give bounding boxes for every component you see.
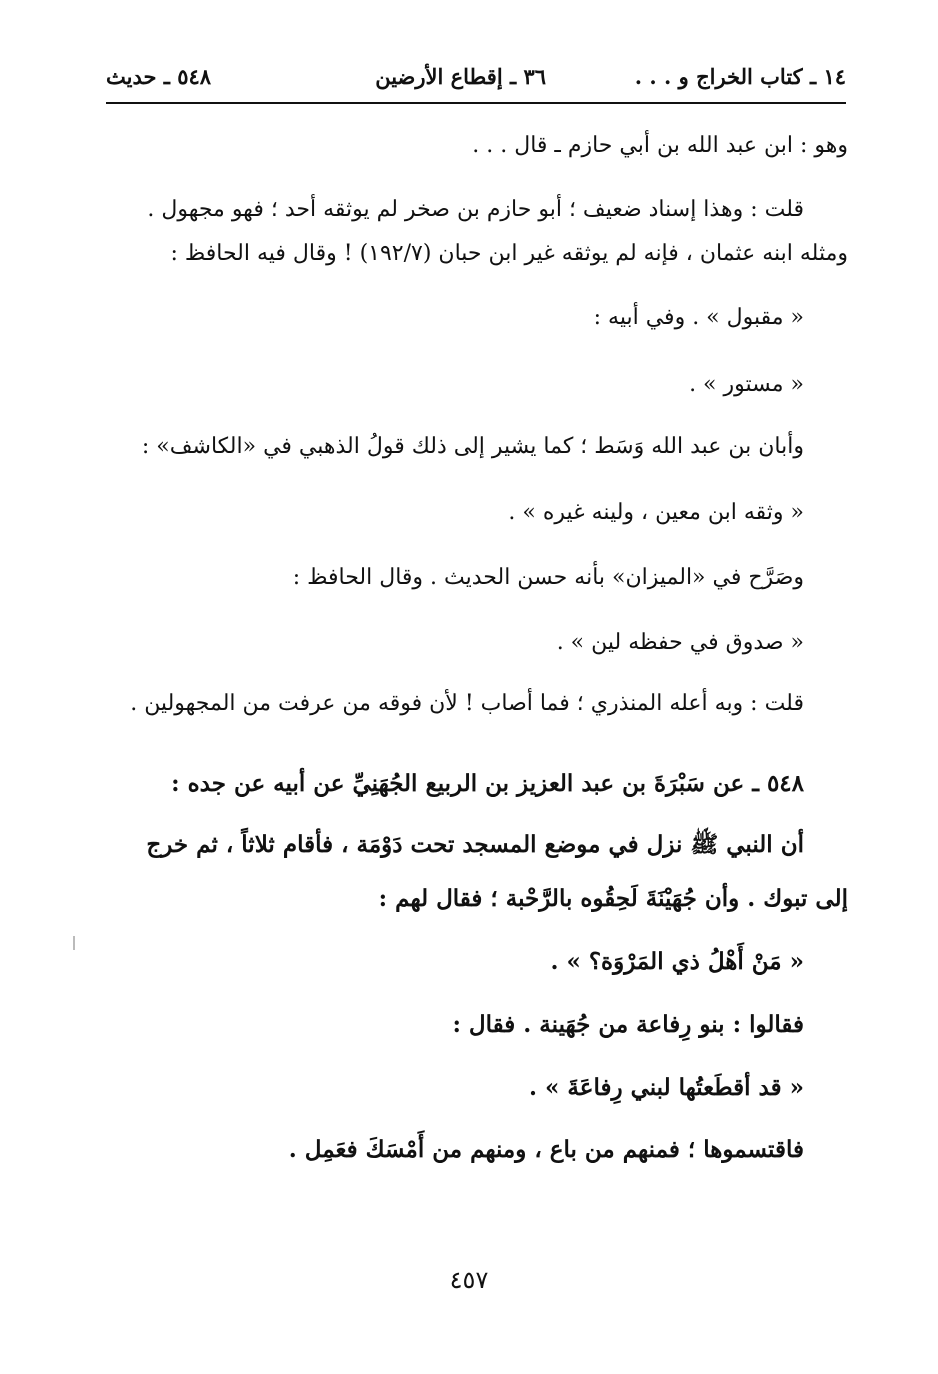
header-rule [106,102,846,104]
scan-speck [73,936,75,950]
hadith-text-line: إلى تبوك . وأن جُهَيْنَةَ لَحِقُوه بالرَّحْبة ؛ فقال لهم : [378,885,848,912]
commentary-line: وأبان بن عبد الله وَسَط ؛ كما يشير إلى ذلك قولُ الذهبي في «الكاشف» : [141,434,804,459]
hadith-text-line: فقالوا : بنو رِفاعة من جُهَينة . فقال : [452,1011,804,1038]
quote-line: « وثقه ابن معين ، ولينه غيره » . [508,500,804,525]
header-chapter: ١٤ ـ كتاب الخراج و . . . [634,64,846,89]
hadith-quote-line: « مَنْ أَهْلُ ذي المَرْوَة؟ » . [550,948,804,975]
commentary-line: وهو : ابن عبد الله بن أبي حازم ـ قال . . . [472,133,848,158]
hadith-text-line: أن النبي ﷺ نزل في موضع المسجد تحت دَوْمَة ، فأقام ثلاثاً ، ثم خرج [146,831,804,858]
commentary-line: قلت : وبه أعله المنذري ؛ فما أصاب ! لأن فوقه من عرفت من المجهولين . [130,691,804,716]
commentary-line: وصَرَّح في «الميزان» بأنه حسن الحديث . وقال الحافظ : [292,565,804,590]
header-hadith-ref: ٥٤٨ ـ حديث [106,64,212,89]
quote-line: « صدوق في حفظه لين » . [556,630,804,655]
page-number: ٤٥٧ [449,1266,489,1294]
header-section: ٣٦ ـ إقطاع الأرضين [375,64,546,89]
commentary-line: قلت : وهذا إسناد ضعيف ؛ أبو حازم بن صخر لم يوثقه أحد ؛ فهو مجهول . [147,197,804,222]
quote-line: « مستور » . [689,372,804,397]
hadith-heading: ٥٤٨ ـ عن سَبْرَةَ بن عبد العزيز بن الربيع الجُهَنِيِّ عن أبيه عن جده : [171,770,804,797]
running-header [106,62,846,98]
quote-line: « مقبول » . وفي أبيه : [593,305,804,330]
hadith-quote-line: « قد أقطَعتُها لبني رِفاعَةَ » . [529,1074,804,1101]
commentary-line: ومثله ابنه عثمان ، فإنه لم يوثقه غير ابن حبان (١٩٢/٧) ! وقال فيه الحافظ : [170,241,848,266]
hadith-text-line: فاقتسموها ؛ فمنهم من باع ، ومنهم من أَمْسَكَ فعَمِل . [288,1136,804,1163]
